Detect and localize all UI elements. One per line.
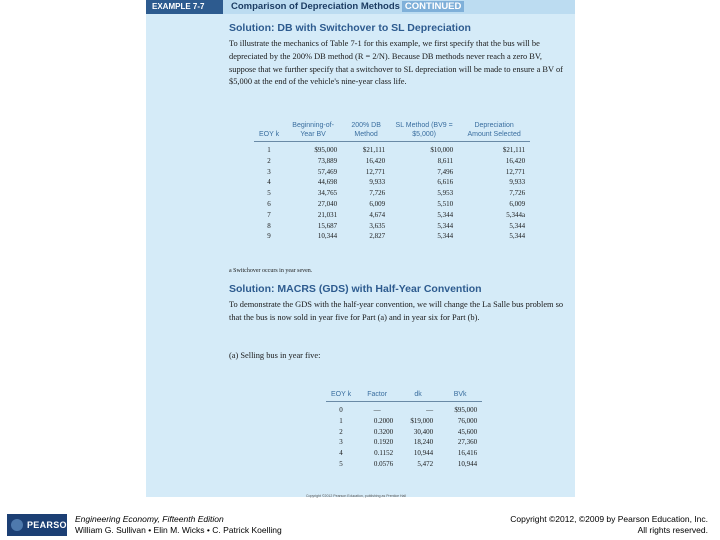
table-row [326,416,482,427]
cell: 5,344 [437,221,454,230]
cell: 7,726 [369,189,386,198]
table-row [254,221,530,232]
cell: 16,420 [365,156,386,165]
cell: $95,000 [314,146,338,154]
cell: 6,009 [369,199,386,208]
cell: 3 [267,167,271,176]
col-eoy-k: EOY k [326,390,356,402]
section1-heading: Solution: DB with Switchover to SL Depreciation [229,22,471,34]
cell: 6,009 [509,199,526,208]
col-eoy-k: EOY k [254,121,284,142]
cell: 5,344a [506,210,526,219]
table-footnote: a Switchover occurs in year seven. [229,268,313,274]
col-sl-method: SL Method (BV9 = $5,000) [390,121,458,142]
col-beginning-bv: Beginning-of-Year BV [284,121,342,142]
cell: 10,944 [413,449,434,458]
rights-line: All rights reserved. [637,525,708,535]
section2-heading: Solution: MACRS (GDS) with Half-Year Convention [229,283,482,295]
cell: $21,111 [362,146,386,154]
table-row [254,156,530,167]
pearson-mark-icon [11,519,23,531]
cell: $19,000 [410,416,434,425]
book-authors: William G. Sullivan • Elin M. Wicks • C. Patrick Koelling [75,525,282,535]
textbook-page [146,0,575,497]
example-title [231,0,464,14]
col-depreciation-selected: Depreciation Amount Selected [458,121,530,142]
cell: 0.1920 [373,438,394,447]
part-a-label: (a) Selling bus in year five: [229,351,321,360]
example-label: EXAMPLE 7-7 [146,0,223,14]
cell: 9,933 [369,178,386,187]
cell: 0.3200 [373,427,394,436]
macrs-header-row [326,390,482,402]
cell: 5,953 [437,189,454,198]
db-sl-header-row [254,121,530,142]
cell: $21,111 [502,146,526,154]
cell: 12,771 [365,167,386,176]
col-factor: Factor [356,390,398,402]
cell: 57,469 [317,167,338,176]
cell: $10,000 [430,146,454,154]
example-header [146,0,575,14]
cell: 45,600 [457,427,478,436]
cell: 3,635 [369,221,386,230]
cell: 2,827 [369,232,386,241]
table-row [254,231,530,242]
cell: 9,933 [509,178,526,187]
table-row [326,448,482,459]
cell: 1 [267,146,271,154]
cell: 7,496 [437,167,454,176]
cell: 0.1152 [374,449,394,458]
cell: 8 [267,221,271,230]
cell: 6 [267,199,271,208]
cell: 5,344 [437,232,454,241]
table-row [326,427,482,438]
table-row [254,199,530,210]
db-sl-table [254,121,530,242]
cell: 10,344 [317,232,338,241]
cell: 21,031 [317,210,338,219]
cell: 5,510 [437,199,454,208]
table-row [254,167,530,178]
footer-book-info [75,514,282,536]
table-row [254,142,530,156]
col-bvk: BVk [438,390,482,402]
cell: 27,040 [317,199,338,208]
cell: 5,344 [437,210,454,219]
cell: 44,698 [317,178,338,187]
cell: 4,674 [369,210,386,219]
table-row [326,459,482,470]
cell: 5,344 [509,221,526,230]
cell: 16,420 [505,156,526,165]
book-title: Engineering Economy, Fifteenth Edition [75,514,224,524]
cell: 6,616 [437,178,454,187]
cell: 8,611 [437,156,454,165]
cell: 12,771 [505,167,526,176]
cell: 15,687 [317,221,338,230]
col-dk: dk [398,390,438,402]
table-row [326,437,482,448]
table-row [254,177,530,188]
cell: 5 [339,459,343,468]
cell: 16,416 [457,449,478,458]
cell: 76,000 [457,416,478,425]
cell: 10,944 [457,459,478,468]
cell: 0 [339,406,343,414]
section1-paragraph: To illustrate the mechanics of Table 7-1 for this example, we first specify that the bus will be depreciated by the 200% DB method (R = 2/N). Because DB methods never reach a zero BV, suppose that we further specify that a switchover to SL depreciation will be made to ensure a BV of $5,000 at the end of the vehicle's nine-year class life. [229,39,563,87]
cell: 4 [267,178,271,187]
page-copyright: Copyright ©2012 Pearson Education, publishing as Prentice Hall [306,494,407,498]
cell: 5,472 [417,459,434,468]
cell: 3 [339,438,343,447]
cell: 9 [267,232,271,241]
section2-paragraph: To demonstrate the GDS with the half-year convention, we will change the La Salle bus problem so that the bus is now sold in year five for Part (a) and in year six for Part (b). [229,300,564,322]
cell: $95,000 [454,406,478,414]
cell: — [373,406,381,414]
table-row [326,402,482,416]
cell: 18,240 [413,438,434,447]
cell: 5,344 [509,232,526,241]
cell: 2 [267,156,271,165]
macrs-table [326,390,482,470]
footer-copyright [510,514,708,536]
pearson-logo [7,514,74,536]
table-row [254,188,530,199]
cell: 5 [267,189,271,198]
cell: 27,360 [457,438,478,447]
copyright-line: Copyright ©2012, ©2009 by Pearson Education, Inc. [510,514,708,524]
cell: 0.2000 [373,416,394,425]
cell: — [426,406,434,414]
pearson-logo-text: PEARSON [27,520,74,530]
cell: 30,400 [413,427,434,436]
cell: 7 [267,210,271,219]
cell: 34,765 [317,189,338,198]
cell: 73,889 [317,156,338,165]
cell: 7,726 [509,189,526,198]
cell: 0.0576 [373,459,394,468]
cell: 1 [339,416,343,425]
table-row [254,210,530,221]
example-title-text: Comparison of Depreciation Methods [231,1,400,12]
cell: 4 [339,449,343,458]
continued-badge: CONTINUED [402,1,464,12]
col-200-db: 200% DB Method [342,121,390,142]
cell: 2 [339,427,343,436]
